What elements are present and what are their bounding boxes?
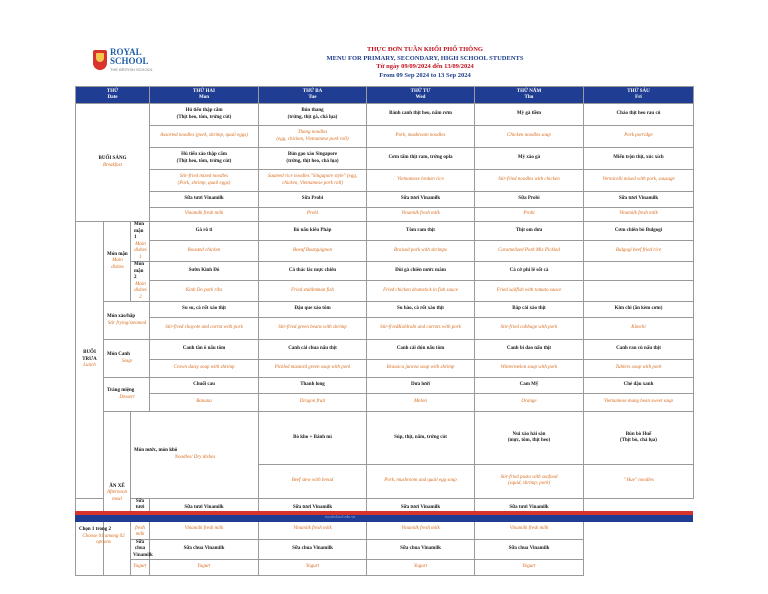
dish-vi: Mỳ xào gà (475, 148, 584, 170)
soup-label: Món Canh Soup (104, 340, 150, 378)
dish-en: Roasted chicken (150, 240, 259, 261)
dish-vi: Sữa chua Vinamilk (475, 539, 584, 560)
dish-en: Stir-fried chayote and carrot with pork (150, 318, 259, 340)
title-line-4: From 09 Sep 2024 to 13 Sep 2024 (379, 71, 471, 79)
dish-vi (584, 262, 694, 281)
dish-vi: Cam Mỹ (475, 378, 584, 394)
dish-vi: Mỳ gà tiềm (475, 104, 584, 126)
footer-website: royalschool.edu.vn (324, 514, 356, 519)
dish-vi: Hủ tiếu xào thập cẩm (Thịt heo, tôm, trứng cút) (150, 148, 259, 170)
dish-en: Vinamilk fresh milk (367, 208, 475, 222)
dish-en: Yogurt (367, 560, 475, 576)
dish-en: Vinamilk fresh milk (367, 519, 475, 540)
table-row (76, 208, 694, 222)
dish-vi: Su su, cà rốt xào thịt (150, 302, 259, 318)
main-dishes-label: Món mặn Main dishes (104, 222, 131, 302)
dish-en: Stir-fried mixed noodles (Pork, shrimp, quail eggs) (150, 170, 259, 192)
col-thu: THỨ NĂM Thu (475, 87, 584, 104)
breakfast-label: BUỔI SÁNG Breakfast (76, 104, 150, 222)
dish-vi: Cơm chiên bò Bulgogi (584, 222, 694, 241)
dish-en: Yogurt (150, 560, 259, 576)
table-row (76, 412, 694, 465)
table-row (76, 378, 694, 394)
table-row (76, 539, 694, 560)
dish-en: Orange (475, 394, 584, 412)
dish-en: Vietnamese broken rice (367, 170, 475, 192)
table-row (76, 126, 694, 148)
dish-en: Fried chicken drumstick in fish sauce (367, 280, 475, 301)
table-row (76, 340, 694, 360)
dish-en: Pork, mushroom noodles (367, 126, 475, 148)
dish-en: Caramelized Pork Mix Pickled (475, 240, 584, 261)
side-label: Món xào/hấp Stir frying/steamed (104, 302, 150, 340)
dish-vi: Bún bò Huế (Thịt bò, chả lụa) (584, 412, 694, 465)
col-date: THỨ Date (76, 87, 150, 104)
dish-vi: Canh cải chua nấu thịt (259, 340, 367, 360)
dish-en: Boeuf Bourguignon (259, 240, 367, 261)
table-row (76, 560, 694, 576)
dish-en: " Hue" noodles (584, 465, 694, 499)
dish-vi: Sữa tươi Vinamilk (367, 498, 475, 519)
dish-vi: Sữa chua Vinamilk (150, 539, 259, 560)
table-row (76, 148, 694, 170)
dish-en: Kinh Do pork ribs (150, 280, 259, 301)
logo-name-1: ROYAL (110, 47, 142, 57)
dish-vi: Sữa tươi Vinamilk (150, 192, 259, 208)
dish-en: Yogurt (259, 560, 367, 576)
table-row (76, 394, 694, 412)
menu-title (250, 46, 600, 80)
dish-vi: Canh rau củ nấu thịt (584, 340, 694, 360)
dish-en: Stir-fried noodles with chicken (475, 170, 584, 192)
dish-en: Fried sailfish with tomato sauce (475, 280, 584, 301)
dish-en: Pickled mustard green soup with pork (259, 360, 367, 378)
dish-en: Yogurt (475, 560, 584, 576)
dish-en: Pork, mushroom and quail egg soup (367, 465, 475, 499)
col-mon: THỨ HAI Mon (150, 87, 259, 104)
main1-label: Món mặn 1 Main dishes 1 (131, 222, 150, 262)
dish-en: Melon (367, 394, 475, 412)
afternoon-label: ĂN XẾ Afternoon meal (104, 412, 131, 576)
dish-en: Vermicelli mixed with pork, sausage (584, 170, 694, 192)
dish-en: Kimchi (584, 318, 694, 340)
col-wed: THỨ TƯ Wed (367, 87, 475, 104)
dish-vi: Su hào, cà rốt xào thịt (367, 302, 475, 318)
footer-bar (75, 511, 693, 522)
table-row (76, 240, 694, 261)
dish-en: Tublers soup with pork (584, 360, 694, 378)
logo-tagline: THE BRITISH SCHOOL (110, 67, 153, 72)
dish-vi: Gà rô ti (150, 222, 259, 241)
weekly-menu-table (75, 86, 694, 576)
dish-en: Sauteed rice noodles "Singapore style" (egg, chicken, Vietnamese pork roll) (259, 170, 367, 192)
dish-vi: Miến trộn thịt, xúc xích (584, 148, 694, 170)
dish-vi: Sữa tươi Vinamilk (475, 498, 584, 519)
dish-en: Stir-friedKohlrabi and carrots with pork (367, 318, 475, 340)
dish-vi: Chè đậu xanh (584, 378, 694, 394)
dish-en: Wintermelon soup with pork (475, 360, 584, 378)
dish-en: Vinamilk fresh milk (259, 519, 367, 540)
dish-vi: Sữa tươi Vinamilk (367, 192, 475, 208)
dish-en: Stir-fried cabbage with pork (475, 318, 584, 340)
header-row (76, 87, 694, 104)
dish-en: Thang noodles (egg, chicken, Vietnamese pork roll) (259, 126, 367, 148)
dish-vi: Sữa Probi (259, 192, 367, 208)
table-row (76, 170, 694, 192)
title-line-3: Từ ngày 09/09/2024 đến 13/09/2024 (376, 63, 474, 70)
dish-en: Probi (475, 208, 584, 222)
dish-en: Brassica juncea soup with shrimp (367, 360, 475, 378)
dish-en: Probi (259, 208, 367, 222)
dish-vi: Sữa chua Vinamilk (131, 539, 150, 560)
title-line-2: MENU FOR PRIMARY, SECONDARY, HIGH SCHOOL STUDENTS (326, 54, 524, 62)
dish-en (584, 280, 694, 301)
dish-vi: Sữa tươi Vinamilk (150, 498, 259, 519)
col-fri: THỨ SÁU Fri (584, 87, 694, 104)
dish-en: Braised pork with shrimps (367, 240, 475, 261)
dish-vi: Cháo thịt heo rau củ (584, 104, 694, 126)
dish-vi: Bò nấu kiểu Pháp (259, 222, 367, 241)
col-tue: THỨ BA Tue (259, 87, 367, 104)
dish-vi: Sườn Kinh Đô (150, 262, 259, 281)
noodle-label: Món nước, món khô Noodles/ Dry dishes (131, 412, 259, 499)
dish-vi: Bánh canh thịt heo, nấm rơm (367, 104, 475, 126)
dish-en: fresh milk (131, 519, 150, 540)
dish-en: Yogurt (131, 560, 150, 576)
dish-vi: Sữa chua Vinamilk (259, 539, 367, 560)
dish-vi: Kim chi (ăn kèm cơm) (584, 302, 694, 318)
dish-vi: Canh cải dún nấu tôm (367, 340, 475, 360)
dish-en: Crown daisy soup with shrimp (150, 360, 259, 378)
dish-vi: Đùi gà chiên nước mắm (367, 262, 475, 281)
main2-label: Món mặn 2 Main dishes 2 (131, 262, 150, 302)
title-line-1: THỰC ĐƠN TUẦN KHỐI PHỔ THÔNG (367, 46, 483, 53)
dessert-label: Tráng miệng Dessert (104, 378, 150, 412)
dish-en: Assorted noodles (pork, shrimp, quail eggs) (150, 126, 259, 148)
choose-label: Chọn 1 trong 2 Choose 01 among 02 options (76, 498, 131, 576)
dish-vi: Thanh long (259, 378, 367, 394)
dish-vi: Đậu que xào tôm (259, 302, 367, 318)
dish-vi: Nui xào hải sản (mực, tôm, thịt heo) (475, 412, 584, 465)
dish-vi: Sữa tươi (131, 498, 150, 519)
dish-en: Fried stuhlmman fish (259, 280, 367, 301)
lunch-label: BUỔI TRƯA Lunch (76, 222, 104, 499)
dish-en: Bulgogi beef fried rice (584, 240, 694, 261)
dish-en: Vinamilk fresh milk (584, 208, 694, 222)
dish-en: Chicken noodles soup (475, 126, 584, 148)
dish-vi: Sữa tươi Vinamilk (584, 192, 694, 208)
table-row (76, 192, 694, 208)
dish-vi: Súp, thịt, nấm, trứng cút (367, 412, 475, 465)
dish-en: Pork porridge (584, 126, 694, 148)
dish-vi: Chuối cau (150, 378, 259, 394)
dish-en: Vinamilk fresh milk (150, 208, 259, 222)
dish-en: Stir-fried pasta with seafood (squid, shrimp, pork) (475, 465, 584, 499)
school-logo (93, 48, 157, 82)
dish-vi: Sữa tươi Vinamilk (259, 498, 367, 519)
dish-vi: Bò kho + Bánh mì (259, 412, 367, 465)
dish-en: Stir-fried green beans with shrimp (259, 318, 367, 340)
dish-vi: Sữa chua Vinamilk (367, 539, 475, 560)
dish-en: Vinamilk fresh milk (475, 519, 584, 540)
dish-vi: Hủ tiếu thập cẩm (Thịt heo, tôm, trứng cút) (150, 104, 259, 126)
dish-en: Vinamilk fresh milk (150, 519, 259, 540)
dish-vi: Canh tần ô nấu tôm (150, 340, 259, 360)
logo-name-2: SCHOOL (110, 56, 149, 66)
dish-vi: Thịt om dưa (475, 222, 584, 241)
dish-en: Dragon fruit (259, 394, 367, 412)
dish-vi: Bắp cải xào thịt (475, 302, 584, 318)
dish-vi: Cơm tấm thịt ram, trứng opla (367, 148, 475, 170)
table-row (76, 262, 694, 281)
dish-vi: Tôm ram thịt (367, 222, 475, 241)
table-row (76, 302, 694, 318)
table-row (76, 280, 694, 301)
dish-vi: Sữa Probi (475, 192, 584, 208)
table-row (76, 222, 694, 241)
dish-vi: Cá thác lác mực chiên (259, 262, 367, 281)
dish-vi: Cá cờ phi lê sốt cà (475, 262, 584, 281)
table-row (76, 360, 694, 378)
dish-en: Beef stew with bread (259, 465, 367, 499)
dish-vi: Dưa lưới (367, 378, 475, 394)
crest-icon (93, 50, 107, 70)
dish-vi: Canh bí đao nấu thịt (475, 340, 584, 360)
table-row (76, 104, 694, 126)
dish-en: Vietnamese mung bean sweet soup (584, 394, 694, 412)
dish-en: Banana (150, 394, 259, 412)
dish-vi: Bún thang (trứng, thịt gà, chả lụa) (259, 104, 367, 126)
table-row (76, 318, 694, 340)
dish-vi: Bún gạo xào Singapore (trứng, thịt heo, chả lụa) (259, 148, 367, 170)
